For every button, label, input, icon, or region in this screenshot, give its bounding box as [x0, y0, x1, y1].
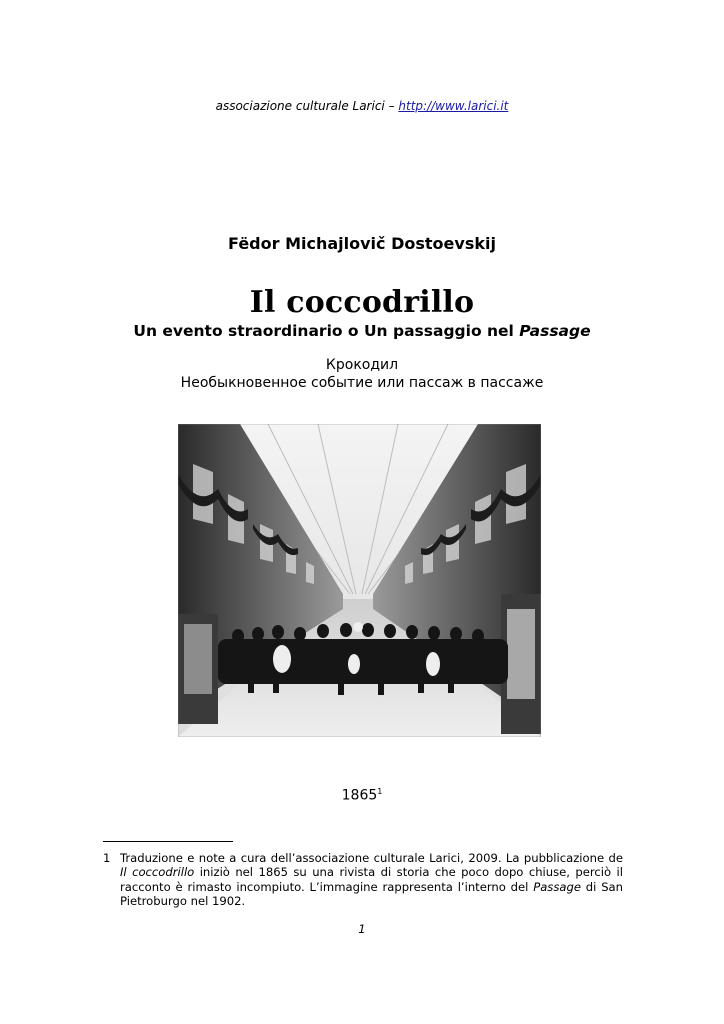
footnote-text [120, 851, 623, 908]
author-name: Fëdor Michajlovič Dostoevskij [228, 234, 496, 253]
footnote-emphasis-2: Passage [533, 879, 581, 894]
footnote-part-3: di San Pietroburgo nel 1902. [120, 879, 624, 908]
russian-subtitle: Необыкновенное событие или пассаж в пассаже [180, 375, 544, 391]
footnote-number: 1 [103, 851, 111, 865]
russian-title: Крокодил [325, 357, 399, 373]
page-number: 1 [358, 922, 366, 936]
subtitle-text: Un evento straordinario o Un passaggio nel [133, 322, 520, 340]
book-subtitle [0, 322, 724, 340]
website-link[interactable]: http://www.larici.it [398, 99, 509, 113]
footnote-reference[interactable]: 1 [377, 787, 383, 796]
footnote-emphasis-1: Il coccodrillo [120, 865, 195, 880]
book-title: Il coccodrillo [249, 285, 475, 320]
year-text: 1865 [341, 787, 378, 804]
header-prefix: associazione culturale Larici – [215, 99, 399, 113]
footnote-part-1: Traduzione e note a cura dell’associazione culturale Larici, 2009. La pubblicazione de [120, 851, 623, 865]
header-line [0, 99, 724, 113]
footnote-part-2: iniziò nel 1865 su una rivista di storia che poco dopo chiuse, perciò il racconto è rimasto incompiuto. L’immagine rappresenta l’interno del [120, 865, 623, 894]
passage-photo [178, 424, 541, 737]
footnote-separator [103, 841, 233, 842]
footnote [103, 851, 623, 908]
publication-year [0, 787, 724, 804]
subtitle-emphasis: Passage [519, 322, 591, 340]
